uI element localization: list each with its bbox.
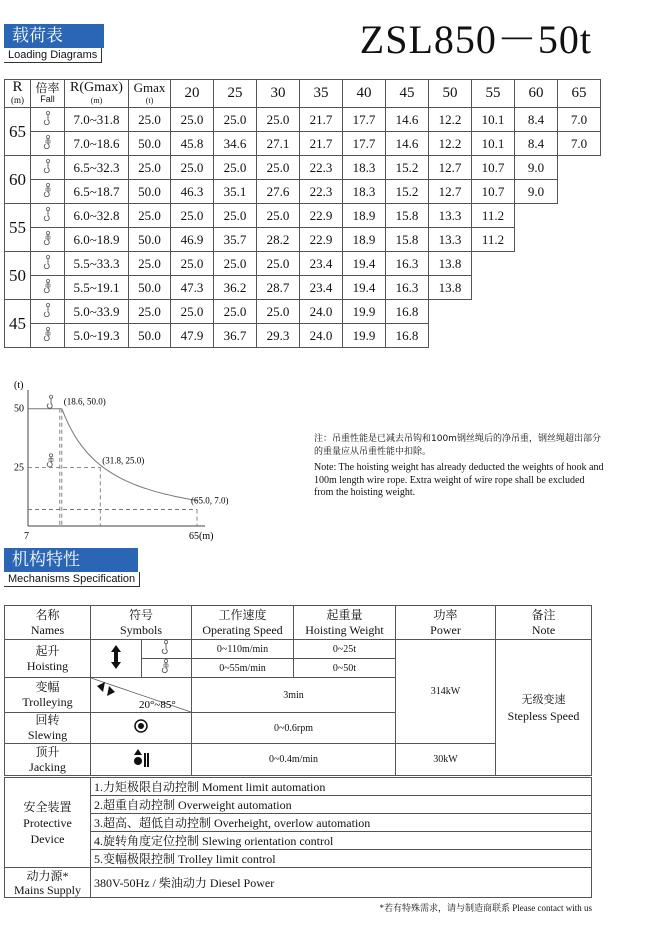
hook-symbol-2 xyxy=(141,659,192,678)
capacity-cell: 46.3 xyxy=(171,180,214,204)
range-cell: 5.0~19.3 xyxy=(65,324,129,348)
hook-icon xyxy=(43,159,53,173)
point-label: (65.0, 7.0) xyxy=(191,495,229,506)
capacity-cell: 17.7 xyxy=(343,108,386,132)
load-row xyxy=(5,324,601,348)
double-hook-icon xyxy=(43,231,53,245)
capacity-cell: 17.7 xyxy=(343,132,386,156)
chart-marks xyxy=(28,395,229,526)
footer-note: *若有特殊需求，请与制造商联系 Please contact with us xyxy=(379,903,592,913)
y-tick-label: 25 xyxy=(14,462,24,474)
capacity-cell: 34.6 xyxy=(214,132,257,156)
note-cn: 注：吊重性能是已减去吊钩和100m钢丝绳后的净吊重，钢丝绳超出部分的重量应从吊重性能中扣除。 xyxy=(314,434,601,457)
capacity-cell: 23.4 xyxy=(300,276,343,300)
capacity-cell: 25.0 xyxy=(257,204,300,228)
empty-cell xyxy=(472,276,601,300)
capacity-cell: 21.7 xyxy=(300,108,343,132)
jib-length: 65 xyxy=(5,108,31,156)
load-row xyxy=(5,204,601,228)
point-label: (31.8, 25.0) xyxy=(102,455,145,466)
load-row xyxy=(5,132,601,156)
capacity-cell: 10.7 xyxy=(472,180,515,204)
capacity-cell: 13.3 xyxy=(429,204,472,228)
radius-35: 35 xyxy=(300,80,343,108)
capacity-cell: 25.0 xyxy=(171,156,214,180)
empty-cell xyxy=(558,156,601,180)
load-row xyxy=(5,252,601,276)
capacity-cell: 22.3 xyxy=(300,156,343,180)
supply-name: 动力源* Mains Supply xyxy=(5,868,91,898)
mech-h-power: 功率 Power xyxy=(396,606,496,640)
radius-20: 20 xyxy=(171,80,214,108)
radius-50: 50 xyxy=(429,80,472,108)
capacity-cell: 18.9 xyxy=(343,204,386,228)
capacity-cell: 18.3 xyxy=(343,180,386,204)
double-hook-icon xyxy=(43,135,53,149)
capacity-cell: 25.0 xyxy=(171,204,214,228)
model-name: ZSL850－50t xyxy=(359,17,592,62)
gmax-cell: 25.0 xyxy=(129,204,171,228)
capacity-cell: 35.1 xyxy=(214,180,257,204)
capacity-cell: 16.3 xyxy=(386,252,429,276)
r-header: R (m) xyxy=(5,80,31,108)
point-label: (18.6, 50.0) xyxy=(63,396,106,407)
gmax-cell: 50.0 xyxy=(129,180,171,204)
capacity-cell: 15.8 xyxy=(386,204,429,228)
range-cell: 5.0~33.9 xyxy=(65,300,129,324)
capacity-cell: 16.8 xyxy=(386,300,429,324)
mech-h-speed: 工作速度 Operating Speed xyxy=(192,606,294,640)
gmax-cell: 50.0 xyxy=(129,228,171,252)
gmax-cell: 50.0 xyxy=(129,324,171,348)
load-row xyxy=(5,276,601,300)
hoist-arrows-icon xyxy=(109,645,123,669)
double-hook-icon xyxy=(43,279,53,293)
mech-title-cn: 机构特性 xyxy=(4,548,138,572)
trolleying-angle: 20°~85° xyxy=(139,699,176,711)
hoisting-weight-2: 0~50t xyxy=(294,659,396,678)
load-table xyxy=(4,79,601,348)
jacking-icon xyxy=(133,749,149,767)
hoisting-speed-1: 0~110m/min xyxy=(192,640,294,659)
capacity-cell: 22.9 xyxy=(300,204,343,228)
range-cell: 6.0~18.9 xyxy=(65,228,129,252)
fall-symbol xyxy=(31,180,65,204)
capacity-cell: 22.9 xyxy=(300,228,343,252)
safety-item-2: 2.超重自动控制 Overweight automation xyxy=(91,796,592,814)
hoisting-symbol xyxy=(91,640,142,678)
hook-icon xyxy=(43,207,53,221)
capacity-cell: 18.9 xyxy=(343,228,386,252)
hook-icon xyxy=(43,111,53,125)
capacity-cell: 47.9 xyxy=(171,324,214,348)
gmax-cell: 25.0 xyxy=(129,156,171,180)
x-tick-label: 7 xyxy=(24,531,29,542)
fall-symbol xyxy=(31,324,65,348)
capacity-cell: 19.9 xyxy=(343,300,386,324)
capacity-cell: 13.3 xyxy=(429,228,472,252)
supply-table xyxy=(4,867,592,898)
capacity-cell: 12.7 xyxy=(429,156,472,180)
gmax-cell: 25.0 xyxy=(129,252,171,276)
fall-symbol xyxy=(31,204,65,228)
mech-h-symbols: 符号 Symbols xyxy=(91,606,192,640)
radius-45: 45 xyxy=(386,80,429,108)
capacity-cell: 13.8 xyxy=(429,252,472,276)
load-row xyxy=(5,228,601,252)
capacity-cell: 22.3 xyxy=(300,180,343,204)
trolleying-speed: 3min xyxy=(192,678,396,713)
jacking-name: 顶升 Jacking xyxy=(5,744,91,776)
load-curve-chart xyxy=(0,374,300,544)
capacity-cell: 16.3 xyxy=(386,276,429,300)
capacity-cell: 45.8 xyxy=(171,132,214,156)
fall-symbol xyxy=(31,252,65,276)
capacity-cell: 36.7 xyxy=(214,324,257,348)
radius-30: 30 xyxy=(257,80,300,108)
capacity-cell: 25.0 xyxy=(257,156,300,180)
capacity-cell: 25.0 xyxy=(214,156,257,180)
mech-header-row xyxy=(5,606,592,640)
slewing-name: 回转 Slewing xyxy=(5,713,91,744)
slewing-speed: 0~0.6rpm xyxy=(192,713,396,744)
empty-cell xyxy=(515,204,601,228)
capacity-cell: 25.0 xyxy=(257,300,300,324)
load-row xyxy=(5,108,601,132)
mech-h-note: 备注 Note xyxy=(496,606,592,640)
range-cell: 5.5~19.1 xyxy=(65,276,129,300)
fall-symbol xyxy=(31,228,65,252)
fall-symbol xyxy=(31,156,65,180)
empty-cell xyxy=(429,324,601,348)
radius-25: 25 xyxy=(214,80,257,108)
double-hook-icon xyxy=(47,454,53,467)
hook-icon xyxy=(43,303,53,317)
safety-table xyxy=(4,777,592,868)
capacity-cell: 25.0 xyxy=(214,108,257,132)
capacity-cell: 12.7 xyxy=(429,180,472,204)
trolleying-symbol xyxy=(91,678,192,713)
jib-length: 50 xyxy=(5,252,31,300)
fall-symbol xyxy=(31,300,65,324)
y-unit-label: (t) xyxy=(14,380,24,391)
luffing-icon xyxy=(91,678,191,712)
gmax-cell: 25.0 xyxy=(129,108,171,132)
fall-header: 倍率 Fall xyxy=(31,80,65,108)
hoisting-weight-1: 0~25t xyxy=(294,640,396,659)
trolleying-name: 变幅 Trolleying xyxy=(5,678,91,713)
gmax-cell: 50.0 xyxy=(129,276,171,300)
mech-h-weight: 起重量 Hoisting Weight xyxy=(294,606,396,640)
gmax-header: Gmax (t) xyxy=(129,80,171,108)
radius-60: 60 xyxy=(515,80,558,108)
capacity-cell: 14.6 xyxy=(386,108,429,132)
capacity-cell: 25.0 xyxy=(257,252,300,276)
fall-symbol xyxy=(31,108,65,132)
jacking-power: 30kW xyxy=(396,744,496,776)
radius-40: 40 xyxy=(343,80,386,108)
capacity-cell: 12.2 xyxy=(429,108,472,132)
capacity-cell: 24.0 xyxy=(300,324,343,348)
capacity-cell: 19.4 xyxy=(343,252,386,276)
capacity-cell: 24.0 xyxy=(300,300,343,324)
load-note xyxy=(314,433,604,500)
double-hook-icon xyxy=(43,327,53,341)
capacity-cell: 23.4 xyxy=(300,252,343,276)
double-hook-icon xyxy=(161,659,171,673)
loading-title-en: Loading Diagrams xyxy=(4,48,102,63)
capacity-cell: 8.4 xyxy=(515,108,558,132)
radius-65: 65 xyxy=(558,80,601,108)
capacity-cell: 25.0 xyxy=(257,108,300,132)
hook-icon xyxy=(43,255,53,269)
capacity-cell: 11.2 xyxy=(472,228,515,252)
radius-55: 55 xyxy=(472,80,515,108)
hoisting-name: 起升 Hoisting xyxy=(5,640,91,678)
supply-value: 380V-50Hz / 柴油动力 Diesel Power xyxy=(91,868,592,898)
capacity-cell: 14.6 xyxy=(386,132,429,156)
capacity-cell: 9.0 xyxy=(515,180,558,204)
jacking-speed: 0~0.4m/min xyxy=(192,744,396,776)
jacking-symbol xyxy=(91,744,192,776)
capacity-cell: 15.2 xyxy=(386,180,429,204)
range-cell: 7.0~31.8 xyxy=(65,108,129,132)
double-hook-icon xyxy=(43,183,53,197)
range-cell: 6.5~32.3 xyxy=(65,156,129,180)
x-tick-label: 65(m) xyxy=(189,531,214,542)
capacity-cell: 10.1 xyxy=(472,132,515,156)
capacity-cell: 25.0 xyxy=(171,108,214,132)
capacity-cell: 28.2 xyxy=(257,228,300,252)
fall-symbol xyxy=(31,132,65,156)
capacity-cell: 16.8 xyxy=(386,324,429,348)
capacity-cell: 28.7 xyxy=(257,276,300,300)
empty-cell xyxy=(429,300,601,324)
capacity-cell: 19.9 xyxy=(343,324,386,348)
load-row xyxy=(5,156,601,180)
rotate-icon xyxy=(134,719,148,733)
capacity-cell: 8.4 xyxy=(515,132,558,156)
hook-icon xyxy=(47,395,52,408)
range-header: R(Gmax) (m) xyxy=(65,80,129,108)
mech-title-en: Mechanisms Specification xyxy=(4,572,140,587)
range-cell: 6.0~32.8 xyxy=(65,204,129,228)
capacity-cell: 25.0 xyxy=(171,300,214,324)
capacity-cell: 25.0 xyxy=(171,252,214,276)
capacity-cell: 19.4 xyxy=(343,276,386,300)
mech-h-names: 名称 Names xyxy=(5,606,91,640)
empty-cell xyxy=(472,252,601,276)
capacity-cell: 15.2 xyxy=(386,156,429,180)
capacity-cell: 21.7 xyxy=(300,132,343,156)
capacity-cell: 36.2 xyxy=(214,276,257,300)
y-tick-label: 50 xyxy=(14,403,24,415)
safety-row-1 xyxy=(5,778,592,796)
capacity-cell: 25.0 xyxy=(214,204,257,228)
safety-item-3: 3.超高、超低自动控制 Overheight, overlow automation xyxy=(91,814,592,832)
capacity-cell: 10.7 xyxy=(472,156,515,180)
capacity-cell: 47.3 xyxy=(171,276,214,300)
capacity-cell: 15.8 xyxy=(386,228,429,252)
hook-icon xyxy=(161,640,171,654)
safety-item-5: 5.变幅极限控制 Trolley limit control xyxy=(91,850,592,868)
loading-title-cn: 载荷表 xyxy=(4,24,104,48)
capacity-cell: 9.0 xyxy=(515,156,558,180)
capacity-cell: 13.8 xyxy=(429,276,472,300)
capacity-cell: 11.2 xyxy=(472,204,515,228)
load-table-header xyxy=(5,80,601,108)
range-cell: 5.5~33.3 xyxy=(65,252,129,276)
load-row xyxy=(5,180,601,204)
capacity-cell: 46.9 xyxy=(171,228,214,252)
jib-length: 55 xyxy=(5,204,31,252)
note-en: Note: The hoisting weight has already deducted the weights of hook and 100m length wire rope. Extra weight of wire rope shall be excluded from the hoisting weight. xyxy=(314,462,604,498)
capacity-cell: 27.6 xyxy=(257,180,300,204)
capacity-cell: 29.3 xyxy=(257,324,300,348)
gmax-cell: 25.0 xyxy=(129,300,171,324)
chart-axes xyxy=(14,390,213,542)
jib-length: 45 xyxy=(5,300,31,348)
capacity-cell: 7.0 xyxy=(558,132,601,156)
capacity-cell: 12.2 xyxy=(429,132,472,156)
capacity-cell: 7.0 xyxy=(558,108,601,132)
load-row xyxy=(5,300,601,324)
safety-name: 安全装置 Protective Device xyxy=(5,778,91,868)
hoisting-row-1 xyxy=(5,640,592,659)
empty-cell xyxy=(558,180,601,204)
capacity-cell: 35.7 xyxy=(214,228,257,252)
capacity-cell: 18.3 xyxy=(343,156,386,180)
slewing-symbol xyxy=(91,713,192,744)
fall-symbol xyxy=(31,276,65,300)
mechanisms-table xyxy=(4,605,592,776)
capacity-cell: 10.1 xyxy=(472,108,515,132)
gmax-cell: 50.0 xyxy=(129,132,171,156)
hook-symbol-1 xyxy=(141,640,192,659)
note-cell: 无级变速 Stepless Speed xyxy=(496,640,592,776)
power-main: 314kW xyxy=(396,640,496,744)
capacity-cell: 25.0 xyxy=(214,252,257,276)
capacity-cell: 27.1 xyxy=(257,132,300,156)
hoisting-speed-2: 0~55m/min xyxy=(192,659,294,678)
range-cell: 6.5~18.7 xyxy=(65,180,129,204)
safety-item-4: 4.旋转角度定位控制 Slewing orientation control xyxy=(91,832,592,850)
range-cell: 7.0~18.6 xyxy=(65,132,129,156)
safety-item-1: 1.力矩极限自动控制 Moment limit automation xyxy=(91,778,592,796)
jib-length: 60 xyxy=(5,156,31,204)
empty-cell xyxy=(515,228,601,252)
capacity-cell: 25.0 xyxy=(214,300,257,324)
